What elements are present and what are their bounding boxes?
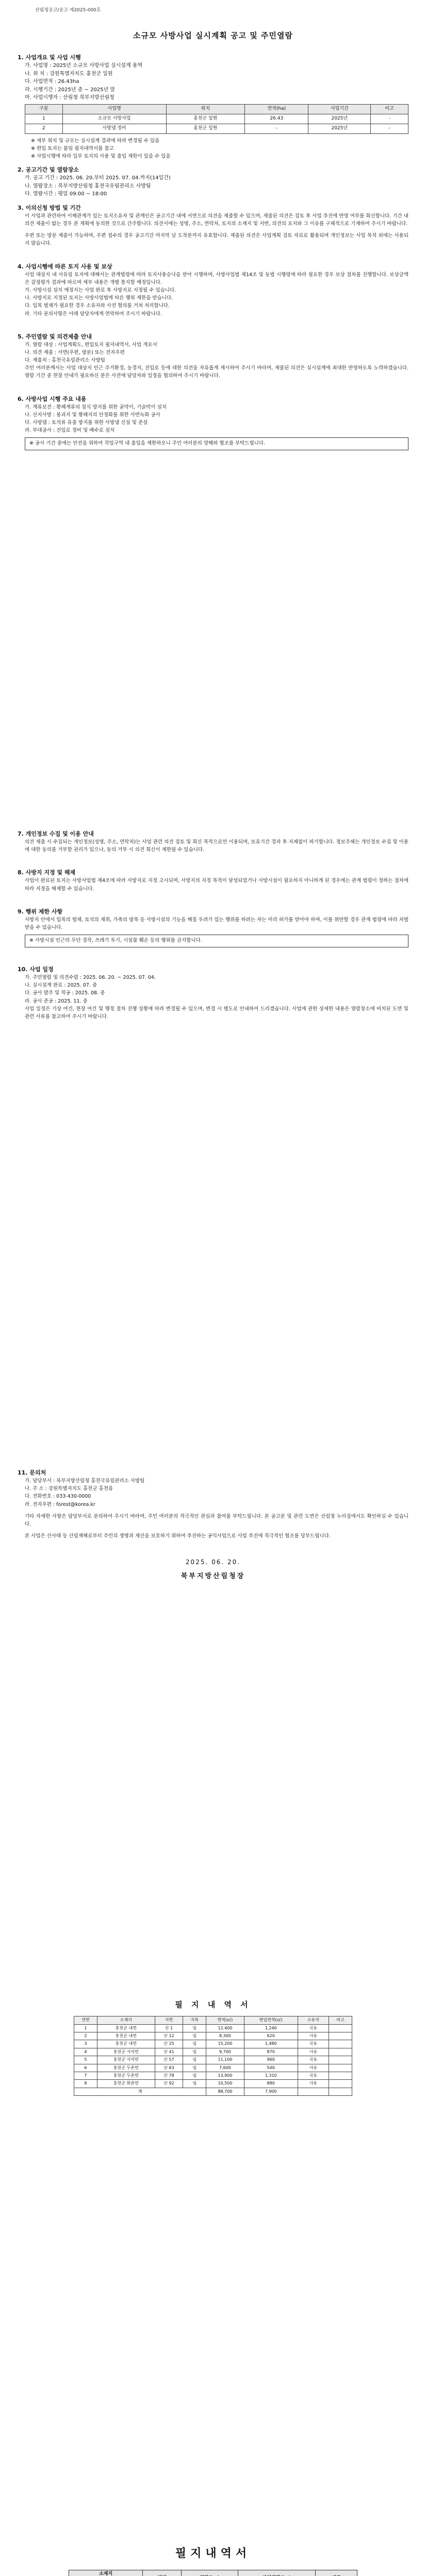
table-cell: 620 bbox=[244, 2032, 298, 2040]
table-cell: - bbox=[245, 124, 308, 133]
table-cell: 사유 bbox=[298, 2080, 329, 2088]
table-row bbox=[74, 2048, 352, 2056]
table-cell: 국유 bbox=[298, 2024, 329, 2032]
col-header: 면적(㎡) bbox=[206, 2016, 244, 2024]
s2-item: 가. 공고 기간 : 2025. 06. 20.부터 2025. 07. 04.까지(14일간) bbox=[25, 175, 171, 181]
s3-paragraph: 이 사업과 관련하여 이해관계가 있는 토지소유자 및 관계인은 공고기간 내에 서면으로 의견을 제출할 수 있으며, 제출된 의견은 검토 후 사업 추진에 반영 여부를 회신합니다. 기간 내 의견 제출이 없는 경우 본 계획에 동의한 것으로 간주합니다. 의견서에는 성명, 주소, 연락처, 토지의 소재지 및 지번, 의견의 요지와 그 이유를 구체적으로 기재하여 주시기 바랍니다. bbox=[25, 213, 408, 227]
col-header-location: 소재지 bbox=[69, 2570, 143, 2576]
table-cell bbox=[329, 2040, 352, 2048]
table-cell: 1 bbox=[25, 114, 63, 124]
s9-paragraph: 사방지 안에서 입목의 벌채, 토석의 채취, 가축의 방목 등 사방시설의 기능을 해칠 우려가 있는 행위를 하려는 자는 미리 허가를 받아야 하며, 이를 위반할 경우 관계 법령에 따라 처벌받을 수 있습니다. bbox=[25, 917, 408, 931]
table-row bbox=[25, 114, 408, 124]
s11-list-item: 가. 담당부서 : 북부지방산림청 홍천국유림관리소 사방팀 bbox=[25, 1478, 145, 1484]
col-header: 지번 bbox=[155, 2016, 183, 2024]
table-cell: 홍천군 내면 bbox=[97, 2040, 155, 2048]
col-header: 지목 bbox=[183, 2016, 206, 2024]
table-cell: 홍천군 내면 bbox=[97, 2024, 155, 2032]
table-cell: 2025년 bbox=[308, 124, 371, 133]
table-cell: 1 bbox=[74, 2024, 97, 2032]
s5-item: 나. 의견 제출 : 서면(우편, 방문) 또는 전자우편 bbox=[25, 349, 125, 355]
table-cell: 임 bbox=[183, 2024, 206, 2032]
s10-list-item: 다. 공사 발주 및 착공 : 2025. 08. 중 bbox=[25, 990, 105, 996]
table-row bbox=[25, 124, 408, 133]
col-header-work-area bbox=[238, 2570, 315, 2576]
issuing-organization: 북부지방산림청장 bbox=[181, 1572, 245, 1580]
table-cell: 사유 bbox=[298, 2032, 329, 2040]
table-row bbox=[74, 2064, 352, 2072]
table-cell: 540 bbox=[244, 2064, 298, 2072]
section-8-heading: 8. 사방지 지정 및 해제 bbox=[18, 869, 76, 876]
table-cell: 산 92 bbox=[155, 2080, 183, 2088]
table-cell: 사방댐 정비 bbox=[62, 124, 166, 133]
notice-page-3 bbox=[18, 1443, 408, 1978]
table-cell: - bbox=[371, 124, 408, 133]
table-cell: 3 bbox=[74, 2040, 97, 2048]
table-cell bbox=[329, 2048, 352, 2056]
col-header: 편입면적(㎡) bbox=[244, 2016, 298, 2024]
table-cell: 9,700 bbox=[206, 2048, 244, 2056]
s2-item: 나. 열람장소 : 북부지방산림청 홍천국유림관리소 사방팀 bbox=[25, 183, 151, 189]
table-cell: 15,200 bbox=[206, 2040, 244, 2048]
s3-paragraph-2: 우편 또는 방문 제출이 가능하며, 우편 접수의 경우 공고기간 마지막 날 도착분까지 유효합니다. 제출된 의견은 사업계획 검토 자료로 활용되며 개인정보는 사업 목적 외에는 사용되지 않습니다. bbox=[25, 233, 408, 247]
col-header: 소유자 bbox=[298, 2016, 329, 2024]
section-6-heading: 6. 사방사업 시행 주요 내용 bbox=[18, 395, 87, 402]
table-cell: 5 bbox=[74, 2056, 97, 2064]
s5-item: 가. 열람 대상 : 사업계획도, 편입토지 필지내역서, 사업 개요서 bbox=[25, 342, 157, 348]
table-cell: 사유 bbox=[298, 2064, 329, 2072]
table-row bbox=[74, 2080, 352, 2088]
table-cell: 10,500 bbox=[206, 2080, 244, 2088]
col-header-remarks bbox=[315, 2570, 357, 2576]
table-cell: 홍천군 두촌면 bbox=[97, 2064, 155, 2072]
section-7-heading: 7. 개인정보 수집 및 이용 안내 bbox=[18, 831, 94, 837]
table-cell: 산 57 bbox=[155, 2056, 183, 2064]
total-area: 88,700 bbox=[206, 2088, 244, 2095]
section-3-heading: 3. 이의신청 방법 및 기간 bbox=[18, 204, 81, 211]
table-cell: 국유 bbox=[298, 2056, 329, 2064]
section-10-heading: 10. 사업 일정 bbox=[18, 965, 54, 973]
table-cell: 2025년 bbox=[308, 114, 371, 124]
table-cell: 26.43 bbox=[245, 114, 308, 124]
total-included-area: 7,900 bbox=[244, 2088, 298, 2095]
s4-list-item: 다. 입목 벌채가 필요한 경우 소유자와 사전 협의를 거쳐 처리합니다. bbox=[25, 303, 170, 309]
s1-note: ※ 사업시행에 따라 일부 토지의 사용 및 출입 제한이 있을 수 있음 bbox=[31, 153, 171, 159]
col-header: 위치 bbox=[166, 104, 245, 114]
notice-date: 2025. 06. 20. bbox=[185, 1558, 241, 1566]
col-header: 사업기간 bbox=[308, 104, 371, 114]
table-cell: 홍천군 일원 bbox=[166, 114, 245, 124]
col-header-lot bbox=[143, 2570, 182, 2576]
table-cell: 홍천군 서석면 bbox=[97, 2048, 155, 2056]
s4-list-item: 라. 기타 문의사항은 아래 담당자에게 연락하여 주시기 바랍니다. bbox=[25, 311, 162, 317]
table-cell bbox=[298, 2088, 329, 2095]
s6-list-item: 다. 사방댐 : 토석류 유출 방지를 위한 사방댐 신설 및 준설 bbox=[25, 420, 148, 426]
s10-list-item: 나. 실시설계 완료 : 2025. 07. 중 bbox=[25, 982, 97, 989]
table-cell: 870 bbox=[244, 2048, 298, 2056]
s6-list-item: 라. 부대공사 : 진입로 정비 및 배수로 설치 bbox=[25, 428, 115, 434]
s5-paragraph: 주민 여러분께서는 사업 대상지 인근 주거환경, 농경지, 진입로 등에 대한 의견을 자유롭게 제시하여 주시기 바라며, 제출된 의견은 실시설계에 최대한 반영하도록 노력하겠습니다. 열람 기간 중 현장 안내가 필요하신 분은 사전에 담당자와 일정을 협의하여 주시기 바랍니다. bbox=[25, 365, 408, 379]
s11-paragraph-2: 본 사업은 산사태 등 산림재해로부터 주민의 생명과 재산을 보호하기 위하여 추진하는 공익사업으로 사업 추진에 적극적인 협조를 당부드립니다. bbox=[25, 1533, 331, 1539]
s1-note: ※ 세부 위치 및 규모는 실시설계 결과에 따라 변경될 수 있음 bbox=[31, 138, 160, 144]
s4-list-item: 나. 사방지로 지정된 토지는 사방사업법에 따른 행위 제한을 받습니다. bbox=[25, 295, 173, 301]
s1-item: 다. 사업면적 : 26.43ha bbox=[25, 79, 79, 85]
section-2-heading: 2. 공고기간 및 열람장소 bbox=[18, 166, 79, 174]
s1-item: 나. 위 치 : 강원특별자치도 홍천군 일원 bbox=[25, 71, 113, 77]
col-header-area bbox=[181, 2570, 238, 2576]
table-cell: 소규모 사방사업 bbox=[62, 114, 166, 124]
total-row bbox=[74, 2088, 352, 2095]
s6-notice-box: ※ 공사 기간 중에는 안전을 위하여 작업구역 내 출입을 제한하오니 주민 여러분의 양해와 협조를 부탁드립니다. bbox=[25, 437, 408, 450]
table-cell: 4 bbox=[74, 2048, 97, 2056]
table-cell: 홍천군 내면 bbox=[97, 2032, 155, 2040]
table-cell bbox=[329, 2032, 352, 2040]
s4-paragraph: 사업 대상지 내 사유림 토지에 대해서는 관계법령에 따라 토지사용승낙을 받아 시행하며, 사방사업법 제14조 및 동법 시행령에 따라 필요한 경우 보상 절차를 진행합니다. 보상금액은 감정평가 결과에 따르며 세부 내용은 개별 통지할 예정입니다. bbox=[25, 272, 408, 285]
table-cell: 임 bbox=[183, 2056, 206, 2064]
col-header: 비고 bbox=[329, 2016, 352, 2024]
table-cell: 홍천군 두촌면 bbox=[97, 2072, 155, 2079]
table-cell: 임 bbox=[183, 2040, 206, 2048]
table-cell: 8,300 bbox=[206, 2032, 244, 2040]
s4-list-item: 가. 사방시설 설치 예정지는 사업 완료 후 사방지로 지정될 수 있습니다. bbox=[25, 287, 176, 293]
section-4-heading: 4. 사업시행에 따른 토지 사용 및 보상 bbox=[18, 263, 112, 270]
table-row bbox=[74, 2024, 352, 2032]
table-cell: 임 bbox=[183, 2032, 206, 2040]
s10-paragraph: 사업 일정은 기상 여건, 현장 여건 및 행정 절차 진행 상황에 따라 변경될 수 있으며, 변경 시 별도로 안내하여 드리겠습니다. 사업에 관한 상세한 내용은 열람장소에 비치된 도면 및 관련 서류를 참고하여 주시기 바랍니다. bbox=[25, 1006, 408, 1020]
s10-list-item: 라. 공사 준공 : 2025. 11. 중 bbox=[25, 998, 88, 1004]
section-5-heading: 5. 주민열람 및 의견제출 안내 bbox=[18, 333, 92, 340]
table-cell bbox=[329, 2088, 352, 2095]
col-header: 연번 bbox=[74, 2016, 97, 2024]
table-cell bbox=[329, 2080, 352, 2088]
section-1-heading: 1. 사업개요 및 사업 시행 bbox=[18, 54, 81, 61]
parcel-summary-body bbox=[74, 2024, 352, 2096]
parcel-list-title: 필지내역서 bbox=[175, 2547, 251, 2560]
total-label: 계 bbox=[74, 2088, 206, 2095]
table-row bbox=[74, 2056, 352, 2064]
table-cell: 산 1 bbox=[155, 2024, 183, 2032]
table-row bbox=[74, 2072, 352, 2079]
parcel-list-table bbox=[69, 2570, 357, 2576]
s1-note: ※ 편입 토지는 붙임 필지내역서를 참고 bbox=[31, 145, 114, 151]
table-cell: 1,240 bbox=[244, 2024, 298, 2032]
table-cell: 홍천군 일원 bbox=[166, 124, 245, 133]
s5-item: 다. 제출처 : 홍천국유림관리소 사방팀 bbox=[25, 358, 105, 364]
table-cell: 7,600 bbox=[206, 2064, 244, 2072]
s1-item: 마. 사업시행자 : 산림청 북부지방산림청 bbox=[25, 95, 114, 101]
table-cell: 880 bbox=[244, 2080, 298, 2088]
s8-paragraph: 사업이 완료된 토지는 사방사업법 제4조에 따라 사방지로 지정 고시되며, 사방지의 지정 목적이 달성되었거나 사방시설이 필요하지 아니하게 된 경우에는 관계 법령이 정하는 절차에 따라 지정을 해제할 수 있습니다. bbox=[25, 878, 408, 892]
col-header: 사업명 bbox=[62, 104, 166, 114]
table-cell: 1,310 bbox=[244, 2072, 298, 2079]
s10-list-item: 가. 주민열람 및 의견수렴 : 2025. 06. 20. ~ 2025. 07. 04. bbox=[25, 975, 156, 981]
s11-list-item: 나. 주 소 : 강원특별자치도 홍천군 홍천읍 bbox=[25, 1486, 113, 1492]
table-cell: 13,900 bbox=[206, 2072, 244, 2079]
col-header: 비고 bbox=[371, 104, 408, 114]
s2-item: 다. 열람시간 : 평일 09:00 ~ 18:00 bbox=[25, 191, 107, 197]
table-cell: 산 78 bbox=[155, 2072, 183, 2079]
document-number: 산림청공고/공고 제2025-000호 bbox=[35, 8, 101, 13]
table-cell: 산 41 bbox=[155, 2048, 183, 2056]
table-cell bbox=[329, 2072, 352, 2079]
table-cell: 6 bbox=[74, 2064, 97, 2072]
table-cell: 임 bbox=[183, 2048, 206, 2056]
project-site-table bbox=[25, 104, 408, 134]
col-header: 소재지 bbox=[97, 2016, 155, 2024]
s1-item: 라. 시행기간 : 2025년 중 ~ 2025년 말 bbox=[25, 87, 116, 93]
section-11-heading: 11. 문의처 bbox=[18, 1469, 46, 1476]
table-cell: 11,100 bbox=[206, 2056, 244, 2064]
table-cell bbox=[329, 2024, 352, 2032]
col-header: 구분 bbox=[25, 104, 63, 114]
table-cell: 2 bbox=[25, 124, 63, 133]
table-cell: 홍천군 화촌면 bbox=[97, 2080, 155, 2088]
table-cell: 사유 bbox=[298, 2048, 329, 2056]
parcel-list-page bbox=[18, 2535, 408, 2576]
table-row bbox=[74, 2040, 352, 2048]
s11-paragraph: 기타 자세한 사항은 담당부서로 문의하여 주시기 바라며, 주민 여러분의 적극적인 관심과 참여를 부탁드립니다. 본 공고문 및 관련 도면은 산림청 누리집에서도 확인하실 수 있습니다. bbox=[25, 1513, 408, 1527]
table-cell: - bbox=[371, 114, 408, 124]
table-cell: 국유 bbox=[298, 2072, 329, 2079]
s7-paragraph: 의견 제출 시 수집되는 개인정보(성명, 주소, 연락처)는 사업 관련 의견 검토 및 회신 목적으로만 이용되며, 보유기간 경과 후 지체없이 파기합니다. 정보주체는 개인정보 수집 및 이용에 대한 동의를 거부할 권리가 있으나, 동의 거부 시 의견 회신이 제한될 수 있습니다. bbox=[25, 839, 408, 853]
table-cell: 임 bbox=[183, 2072, 206, 2079]
notice-page-2 bbox=[18, 804, 408, 1443]
parcel-summary-page bbox=[18, 1978, 408, 2535]
section-9-heading: 9. 행위 제한 사항 bbox=[18, 908, 63, 915]
s1-item: 가. 사업명 : 2025년 소규모 사방사업 실시설계 용역 bbox=[25, 63, 143, 69]
table-cell: 산 25 bbox=[155, 2040, 183, 2048]
table-cell bbox=[329, 2056, 352, 2064]
table-cell: 12,400 bbox=[206, 2024, 244, 2032]
table-cell: 1,480 bbox=[244, 2040, 298, 2048]
table-cell: 홍천군 서석면 bbox=[97, 2056, 155, 2064]
s11-list-item: 다. 전화번호 : 033-430-0000 bbox=[25, 1494, 91, 1500]
parcel-summary-title: 필 지 내 역 서 bbox=[175, 2000, 251, 2009]
table-cell bbox=[329, 2064, 352, 2072]
s9-notice-box: ※ 사방시설 인근의 무단 경작, 쓰레기 투기, 시설물 훼손 등의 행위를 금지합니다. bbox=[25, 935, 408, 947]
col-header: 면적(ha) bbox=[245, 104, 308, 114]
parcel-summary-table bbox=[74, 2016, 352, 2096]
table-cell: 임 bbox=[183, 2064, 206, 2072]
s6-list-item: 나. 산지사방 : 붕괴지 및 황폐지의 안정화를 위한 사면녹화 공사 bbox=[25, 412, 160, 418]
s6-list-item: 가. 계류보전 : 황폐계류의 침식 방지를 위한 골막이, 기슭막이 설치 bbox=[25, 404, 167, 410]
table-cell: 7 bbox=[74, 2072, 97, 2079]
table-cell: 산 12 bbox=[155, 2032, 183, 2040]
table-cell: 산 63 bbox=[155, 2064, 183, 2072]
notice-page-1 bbox=[18, 0, 408, 804]
s11-list-item: 라. 전자우편 : forest@korea.kr bbox=[25, 1501, 95, 1507]
table-row bbox=[74, 2032, 352, 2040]
table-cell: 임 bbox=[183, 2080, 206, 2088]
notice-title: 소규모 사방사업 실시계획 공고 및 주민열람 bbox=[133, 31, 293, 40]
table-cell: 국유 bbox=[298, 2040, 329, 2048]
table-cell: 2 bbox=[74, 2032, 97, 2040]
table-cell: 960 bbox=[244, 2056, 298, 2064]
table-cell: 8 bbox=[74, 2080, 97, 2088]
